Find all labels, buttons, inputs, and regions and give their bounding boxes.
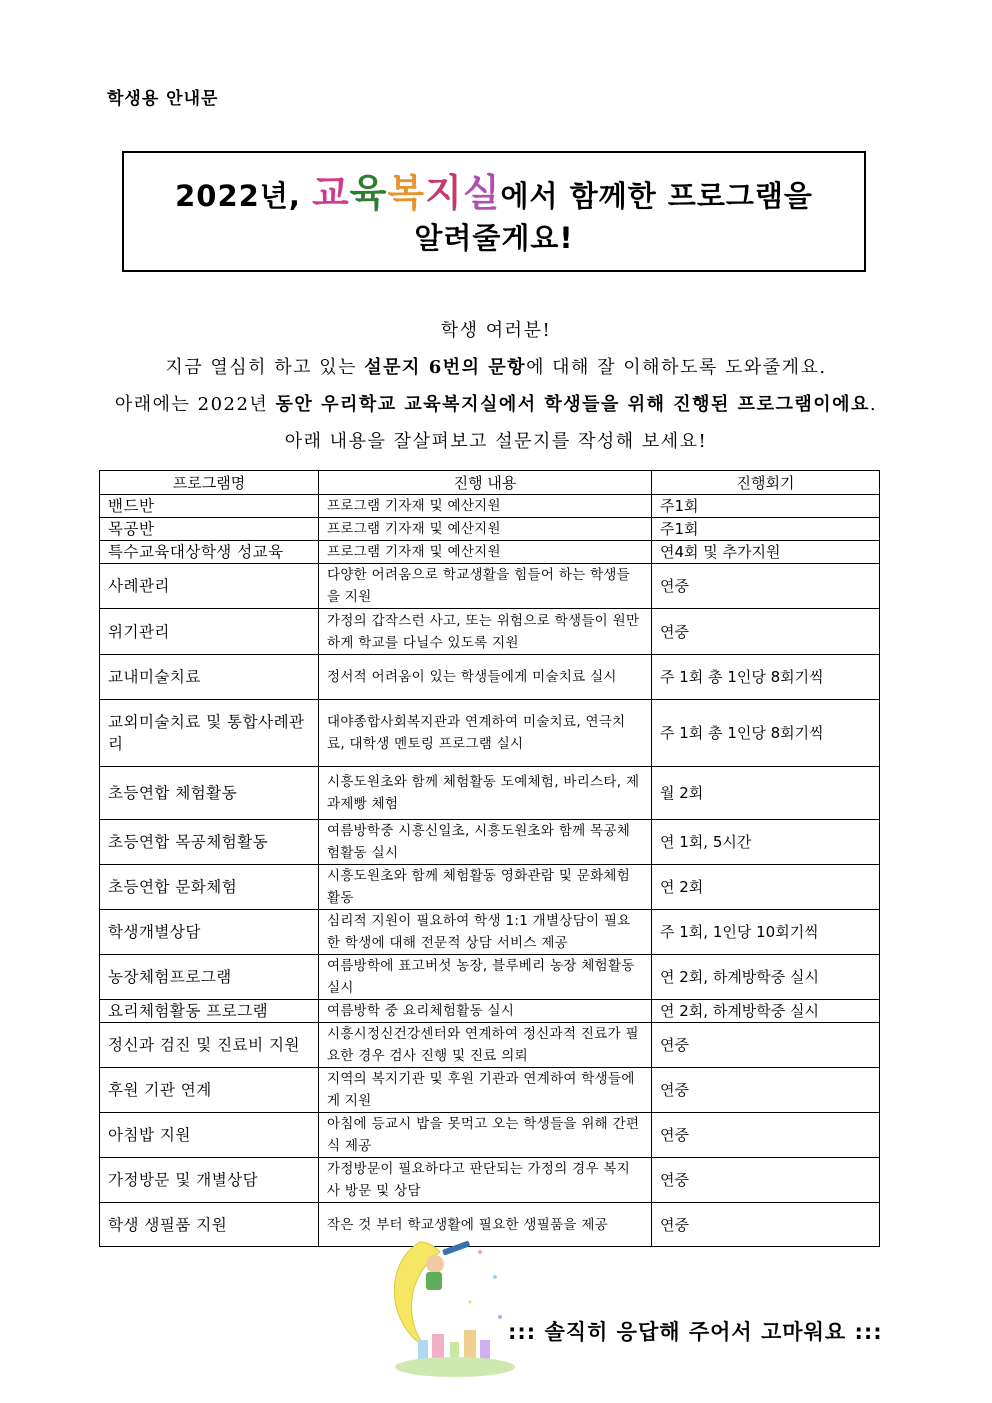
- program-content-cell: 여름방학 중 요리체험활동 실시: [319, 1000, 652, 1023]
- program-name-cell: 가정방문 및 개별상담: [100, 1158, 319, 1203]
- program-name-cell: 사례관리: [100, 564, 319, 609]
- intro-line-3-bold: 동안 우리학교 교육복지실에서 학생들을 위해 진행된 프로그램이에요: [275, 394, 870, 415]
- intro-line-3-c: .: [869, 394, 878, 415]
- program-frequency-cell: 연 2회, 하계방학중 실시: [652, 1000, 880, 1023]
- program-frequency-cell: 월 2회: [652, 767, 880, 820]
- title-line-2: 알려줄게요!: [414, 221, 574, 255]
- intro-line-2-c: 에 대해 잘 이해하도록 도와줄게요.: [526, 357, 827, 378]
- table-row: [100, 1068, 880, 1113]
- program-name-cell: 교내미술치료: [100, 655, 319, 700]
- intro-line-2-bold: 설문지 6번의 문항: [364, 357, 527, 378]
- program-frequency-cell: 연4회 및 추가지원: [652, 541, 880, 564]
- program-frequency-cell: 연 2회: [652, 865, 880, 910]
- title-box: [122, 151, 866, 272]
- title-highlight-char: 지: [425, 171, 463, 215]
- table-row: [100, 1113, 880, 1158]
- program-name-cell: 초등연합 체험활동: [100, 767, 319, 820]
- program-name-cell: 아침밥 지원: [100, 1113, 319, 1158]
- document-label: 학생용 안내문: [107, 89, 219, 109]
- program-table: [99, 470, 880, 1247]
- title-suffix: 에서 함께한 프로그램을: [500, 179, 813, 213]
- program-frequency-cell: 연중: [652, 1158, 880, 1203]
- title-line-1: [124, 173, 864, 216]
- header-content: 진행 내용: [319, 471, 652, 495]
- program-frequency-cell: 연중: [652, 1068, 880, 1113]
- title-highlight-char: 복: [387, 171, 426, 215]
- intro-line-4: 아래 내용을 잘살펴보고 설문지를 작성해 보세요!: [284, 431, 708, 452]
- moon-illustration: [380, 1222, 520, 1382]
- program-name-cell: 학생 생필품 지원: [100, 1203, 319, 1247]
- program-content-cell: 여름방학중 시흥신일초, 시흥도원초와 함께 목공체험활동 실시: [319, 820, 652, 865]
- title-highlight: [311, 171, 501, 215]
- program-frequency-cell: 연중: [652, 1113, 880, 1158]
- intro-line-3: [90, 390, 902, 416]
- program-name-cell: 목공반: [100, 518, 319, 541]
- program-name-cell: 초등연합 목공체험활동: [100, 820, 319, 865]
- intro-line-3-a: 아래에는 2022년: [114, 394, 276, 415]
- program-name-cell: 밴드반: [100, 495, 319, 518]
- program-frequency-cell: 연중: [652, 1203, 880, 1247]
- program-content-cell: 가정방문이 필요하다고 판단되는 가정의 경우 복지사 방문 및 상담: [319, 1158, 652, 1203]
- program-content-cell: 시흥시정신건강센터와 연계하여 정신과적 진료가 필요한 경우 검사 진행 및 진료 의뢰: [319, 1023, 652, 1068]
- header-frequency: 진행회기: [652, 471, 880, 495]
- table-row: [100, 955, 880, 1000]
- program-frequency-cell: 연중: [652, 564, 880, 609]
- table-header-row: [100, 471, 880, 495]
- program-frequency-cell: 주 1회, 1인당 10회기씩: [652, 910, 880, 955]
- program-name-cell: 초등연합 문화체험: [100, 865, 319, 910]
- program-content-cell: 대야종합사회복지관과 연계하여 미술치료, 연극치료, 대학생 멘토링 프로그램 실시: [319, 700, 652, 767]
- program-content-cell: 시흥도원초와 함께 체험활동 도예체험, 바리스타, 제과제빵 체험: [319, 767, 652, 820]
- table-row: [100, 1158, 880, 1203]
- intro-line-2: [90, 353, 902, 379]
- table-row: [100, 495, 880, 518]
- program-frequency-cell: 주1회: [652, 495, 880, 518]
- program-name-cell: 학생개별상담: [100, 910, 319, 955]
- program-frequency-cell: 주1회: [652, 518, 880, 541]
- program-frequency-cell: 연중: [652, 609, 880, 655]
- program-content-cell: 지역의 복지기관 및 후원 기관과 연계하여 학생들에게 지원: [319, 1068, 652, 1113]
- program-content-cell: 프로그램 기자재 및 예산지원: [319, 518, 652, 541]
- program-content-cell: 정서적 어려움이 있는 학생들에게 미술치료 실시: [319, 655, 652, 700]
- title-highlight-char: 교: [311, 171, 350, 215]
- intro-line-2-a: 지금 열심히 하고 있는: [165, 357, 365, 378]
- table-row: [100, 1023, 880, 1068]
- table-row: [100, 700, 880, 767]
- program-frequency-cell: 연 1회, 5시간: [652, 820, 880, 865]
- program-name-cell: 정신과 검진 및 진료비 지원: [100, 1023, 319, 1068]
- program-content-cell: 심리적 지원이 필요하여 학생 1:1 개별상담이 필요한 학생에 대해 전문적 상담 서비스 제공: [319, 910, 652, 955]
- program-frequency-cell: 연 2회, 하계방학중 실시: [652, 955, 880, 1000]
- program-name-cell: 후원 기관 연계: [100, 1068, 319, 1113]
- program-content-cell: 프로그램 기자재 및 예산지원: [319, 495, 652, 518]
- intro-line-1: 학생 여러분!: [440, 320, 552, 341]
- program-name-cell: 특수교육대상학생 성교육: [100, 541, 319, 564]
- table-row: [100, 518, 880, 541]
- table-row: [100, 655, 880, 700]
- program-frequency-cell: 주 1회 총 1인당 8회기씩: [652, 700, 880, 767]
- title-prefix: 2022년,: [175, 179, 312, 213]
- program-content-cell: 프로그램 기자재 및 예산지원: [319, 541, 652, 564]
- program-name-cell: 위기관리: [100, 609, 319, 655]
- footer-thanks: ::: 솔직히 응답해 주어서 고마워요 :::: [508, 1320, 883, 1344]
- table-row: [100, 609, 880, 655]
- table-row: [100, 1000, 880, 1023]
- header-program-name: 프로그램명: [100, 471, 319, 495]
- program-content-cell: 여름방학에 표고버섯 농장, 블루베리 농장 체험활동 실시: [319, 955, 652, 1000]
- title-highlight-char: 실: [462, 171, 501, 215]
- table-row: [100, 541, 880, 564]
- program-name-cell: 농장체험프로그램: [100, 955, 319, 1000]
- program-content-cell: 가정의 갑작스런 사고, 또는 위험으로 학생들이 원만하게 학교를 다닐수 있도록 지원: [319, 609, 652, 655]
- program-content-cell: 작은 것 부터 학교생활에 필요한 생필품을 제공: [319, 1203, 652, 1247]
- program-frequency-cell: 주 1회 총 1인당 8회기씩: [652, 655, 880, 700]
- program-content-cell: 다양한 어려움으로 학교생활을 힘들어 하는 학생들을 지원: [319, 564, 652, 609]
- program-name-cell: 교외미술치료 및 통합사례관리: [100, 700, 319, 767]
- table-row: [100, 820, 880, 865]
- title-highlight-char: 육: [349, 171, 388, 215]
- table-row: [100, 910, 880, 955]
- program-content-cell: 시흥도원초와 함께 체험활동 영화관람 및 문화체험 활동: [319, 865, 652, 910]
- program-name-cell: 요리체험활동 프로그램: [100, 1000, 319, 1023]
- table-row: [100, 865, 880, 910]
- program-frequency-cell: 연중: [652, 1023, 880, 1068]
- table-row: [100, 564, 880, 609]
- table-row: [100, 767, 880, 820]
- program-content-cell: 아침에 등교시 밥을 못먹고 오는 학생들을 위해 간편식 제공: [319, 1113, 652, 1158]
